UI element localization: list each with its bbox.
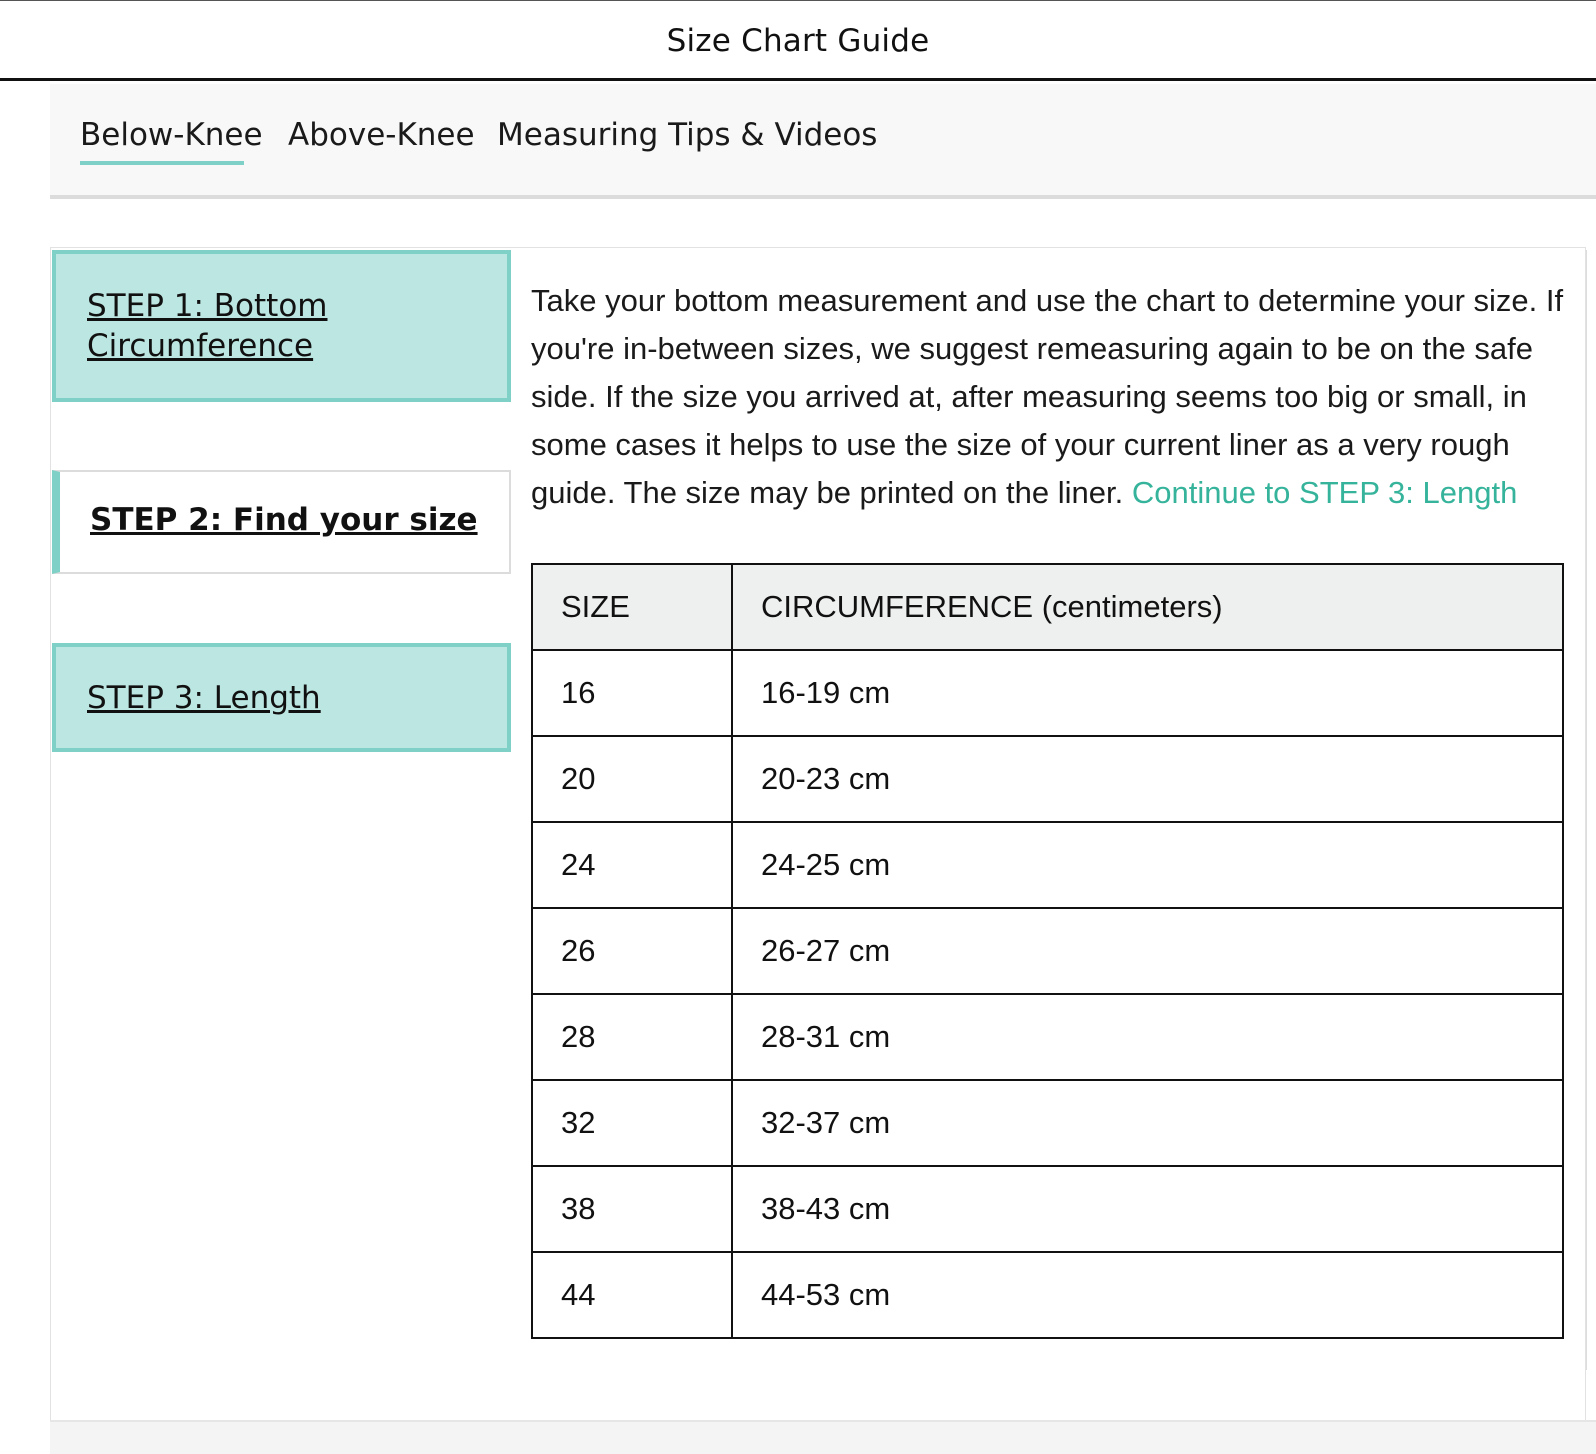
size-cell: 20 xyxy=(532,736,732,822)
size-cell: 24 xyxy=(532,822,732,908)
footer-strip xyxy=(50,1420,1596,1454)
column-header-circumference: CIRCUMFERENCE (centimeters) xyxy=(732,564,1563,650)
tab-below-knee[interactable]: Below-Knee xyxy=(80,117,263,153)
table-row xyxy=(532,1166,1563,1252)
size-cell: 16 xyxy=(532,650,732,736)
active-tab-indicator xyxy=(80,161,244,165)
step-2-find-your-size[interactable] xyxy=(52,470,511,574)
table-row xyxy=(532,1252,1563,1338)
circumference-cell: 20-23 cm xyxy=(732,736,1563,822)
size-cell: 32 xyxy=(532,1080,732,1166)
table-row xyxy=(532,650,1563,736)
modal-title: Size Chart Guide xyxy=(666,23,930,59)
modal-header xyxy=(0,0,1596,81)
circumference-cell: 16-19 cm xyxy=(732,650,1563,736)
circumference-cell: 38-43 cm xyxy=(732,1166,1563,1252)
circumference-cell: 28-31 cm xyxy=(732,994,1563,1080)
continue-to-step-3-link[interactable]: Continue to STEP 3: Length xyxy=(1131,475,1518,510)
tab-above-knee[interactable]: Above-Knee xyxy=(288,117,475,153)
circumference-cell: 32-37 cm xyxy=(732,1080,1563,1166)
circumference-cell: 26-27 cm xyxy=(732,908,1563,994)
table-row xyxy=(532,908,1563,994)
scrollbar-edge[interactable] xyxy=(1586,250,1596,1370)
step-1-bottom-circumference[interactable] xyxy=(52,250,511,402)
table-row xyxy=(532,994,1563,1080)
description-text: Take your bottom measurement and use the chart to determine your size. If you're in-between sizes, we suggest remeasuring again to be on the safe side. If the size you arrived at, after measuring seems too big or small, in some cases it helps to use the size of your current liner as a very rough guide. The size may be printed on the liner. xyxy=(531,283,1564,510)
size-chart-table xyxy=(531,563,1564,1339)
table-row xyxy=(532,1080,1563,1166)
step-3-length[interactable] xyxy=(52,643,511,752)
table-row xyxy=(532,736,1563,822)
step-1-label[interactable]: STEP 1: Bottom Circumference xyxy=(87,288,328,364)
tabs-bar xyxy=(50,84,1596,199)
step-description xyxy=(531,277,1571,517)
circumference-cell: 24-25 cm xyxy=(732,822,1563,908)
column-header-size: SIZE xyxy=(532,564,732,650)
step-2-label[interactable]: STEP 2: Find your size xyxy=(90,502,478,538)
circumference-cell: 44-53 cm xyxy=(732,1252,1563,1338)
tab-measuring-tips[interactable]: Measuring Tips & Videos xyxy=(497,117,878,153)
size-cell: 28 xyxy=(532,994,732,1080)
table-header-row xyxy=(532,564,1563,650)
size-cell: 26 xyxy=(532,908,732,994)
size-cell: 44 xyxy=(532,1252,732,1338)
size-cell: 38 xyxy=(532,1166,732,1252)
step-3-label[interactable]: STEP 3: Length xyxy=(87,680,321,716)
table-row xyxy=(532,822,1563,908)
